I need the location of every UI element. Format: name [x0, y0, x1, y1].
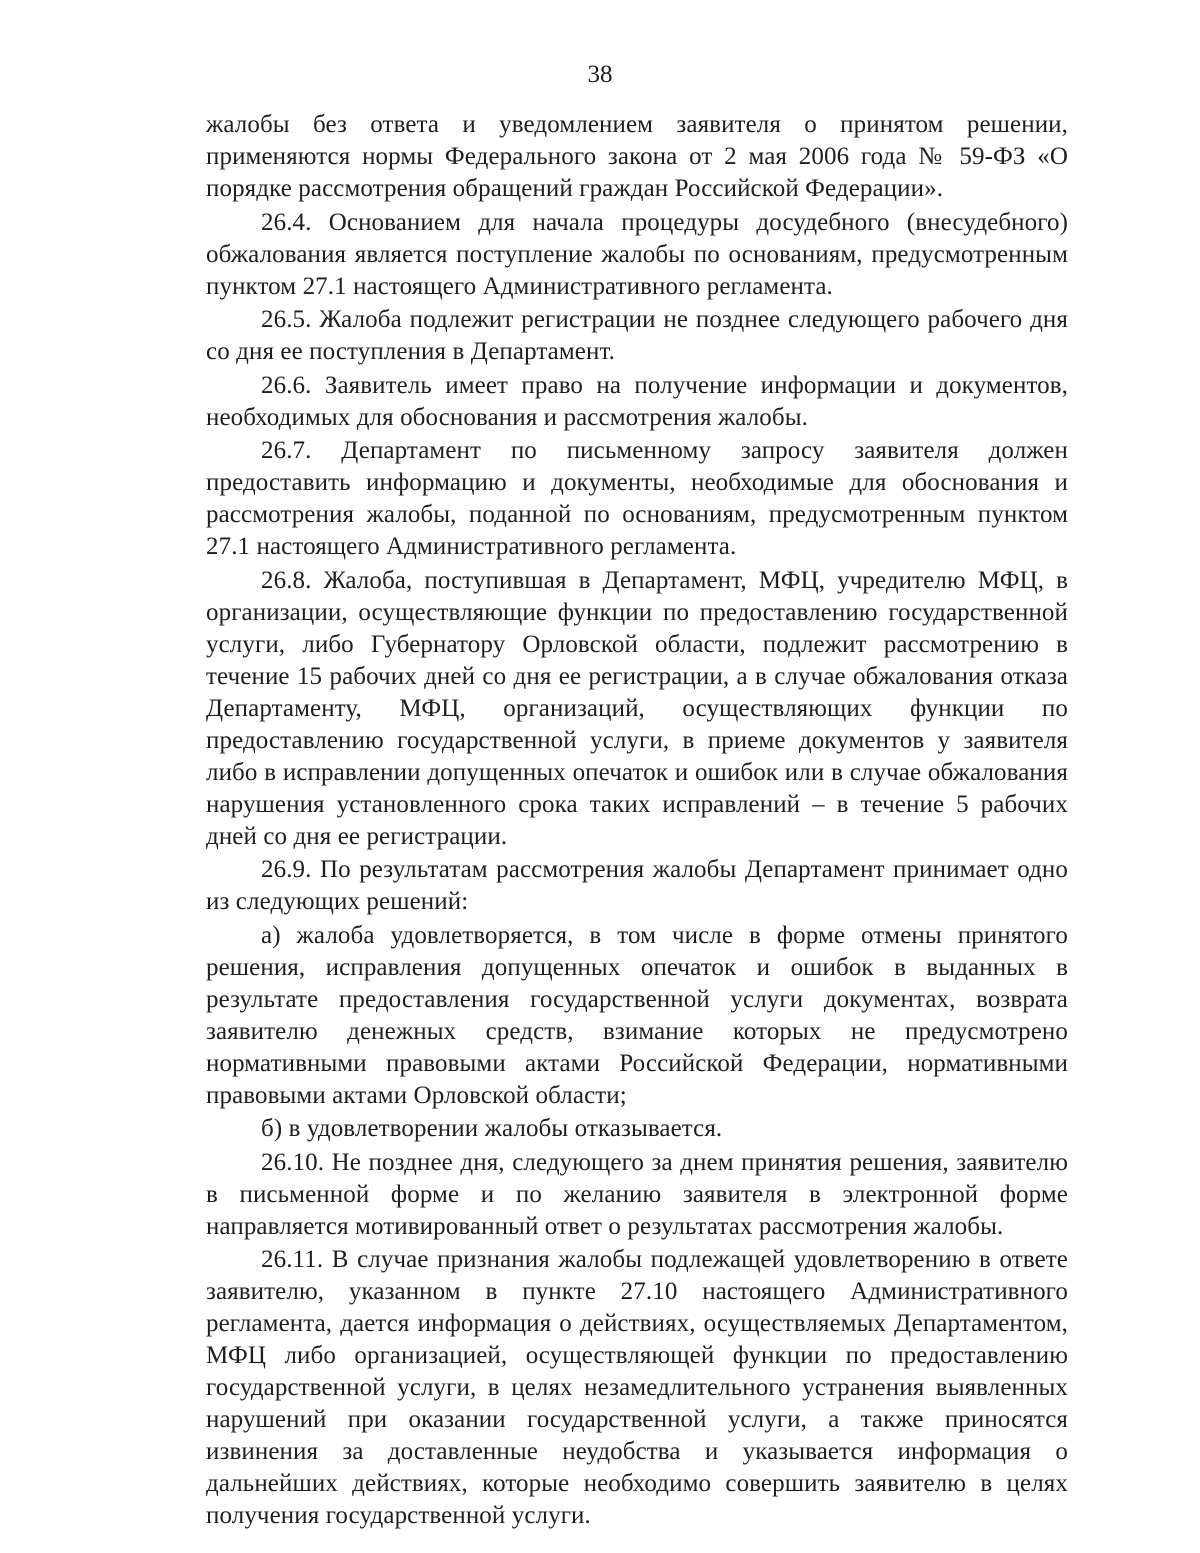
paragraph-26-5: 26.5. Жалоба подлежит регистрации не позднее следующего рабочего дня со дня ее поступления в Департамент.: [206, 306, 1068, 365]
paragraph-continuation: жалобы без ответа и уведомлением заявителя о принятом решении, применяются нормы Федерального закона от 2 мая 2006 года № 59-ФЗ «О порядке рассмотрения обращений граждан Российской Федерации».: [206, 111, 1068, 202]
paragraph-26-9-b: б) в удовлетворении жалобы отказывается.: [261, 1115, 723, 1142]
document-body: [206, 109, 1068, 1534]
paragraph-26-6: 26.6. Заявитель имеет право на получение информации и документов, необходимых для обоснования и рассмотрения жалобы.: [206, 371, 1068, 431]
page-number: 38: [587, 61, 613, 88]
paragraph-26-7: 26.7. Департамент по письменному запросу заявителя должен предоставить информацию и документы, необходимые для обоснования и рассмотрения жалобы, поданной по основаниям, предусмотренным пунктом 27.1 настоящего Административного регламента.: [206, 437, 1068, 560]
paragraph-26-4: 26.4. Основанием для начала процедуры досудебного (внесудебного) обжалования является поступление жалобы по основаниям, предусмотренным пунктом 27.1 настоящего Административного регламента.: [206, 208, 1068, 300]
paragraph-26-10: 26.10. Не позднее дня, следующего за днем принятия решения, заявителю в письменной форме и по желанию заявителя в электронной форме направляется мотивированный ответ о результатах рассмотрения жалобы.: [206, 1148, 1068, 1240]
paragraph-26-11: 26.11. В случае признания жалобы подлежащей удовлетворению в ответе заявителю, указанном в пункте 27.10 настоящего Административного регламента, дается информация о действиях, осуществляемых Департаментом, МФЦ либо организацией, осуществляющей функции по предоставлению государственной услуги, в целях незамедлительного устранения выявленных нарушений при оказании государственной услуги, а также приносятся извинения за доставленные неудобства и указывается информация о дальнейших действиях, которые необходимо совершить заявителю в целях получения государственной услуги.: [206, 1246, 1068, 1529]
paragraph-26-9-a: а) жалоба удовлетворяется, в том числе в форме отмены принятого решения, исправления допущенных опечаток и ошибок в выданных в результате предоставления государственной услуги документах, возврата заявителю денежных средств, взимание которых не предусмотрено нормативными правовыми актами Российской Федерации, нормативными правовыми актами Орловской области;: [206, 921, 1068, 1109]
paragraph-26-8: 26.8. Жалоба, поступившая в Департамент, МФЦ, учредителю МФЦ, в организации, осуществляющие функции по предоставлению государственной услуги, либо Губернатору Орловской области, подлежит рассмотрению в течение 15 рабочих дней со дня ее регистрации, а в случае обжалования отказа Департаменту, МФЦ, организаций, осуществляющих функции по предоставлению государственной услуги, в приеме документов у заявителя либо в исправлении допущенных опечаток и ошибок или в случае обжалования нарушения установленного срока таких исправлений – в течение 5 рабочих дней со дня ее регистрации.: [206, 566, 1068, 850]
paragraph-26-9: 26.9. По результатам рассмотрения жалобы Департамент принимает одно из следующих решений:: [206, 856, 1068, 915]
